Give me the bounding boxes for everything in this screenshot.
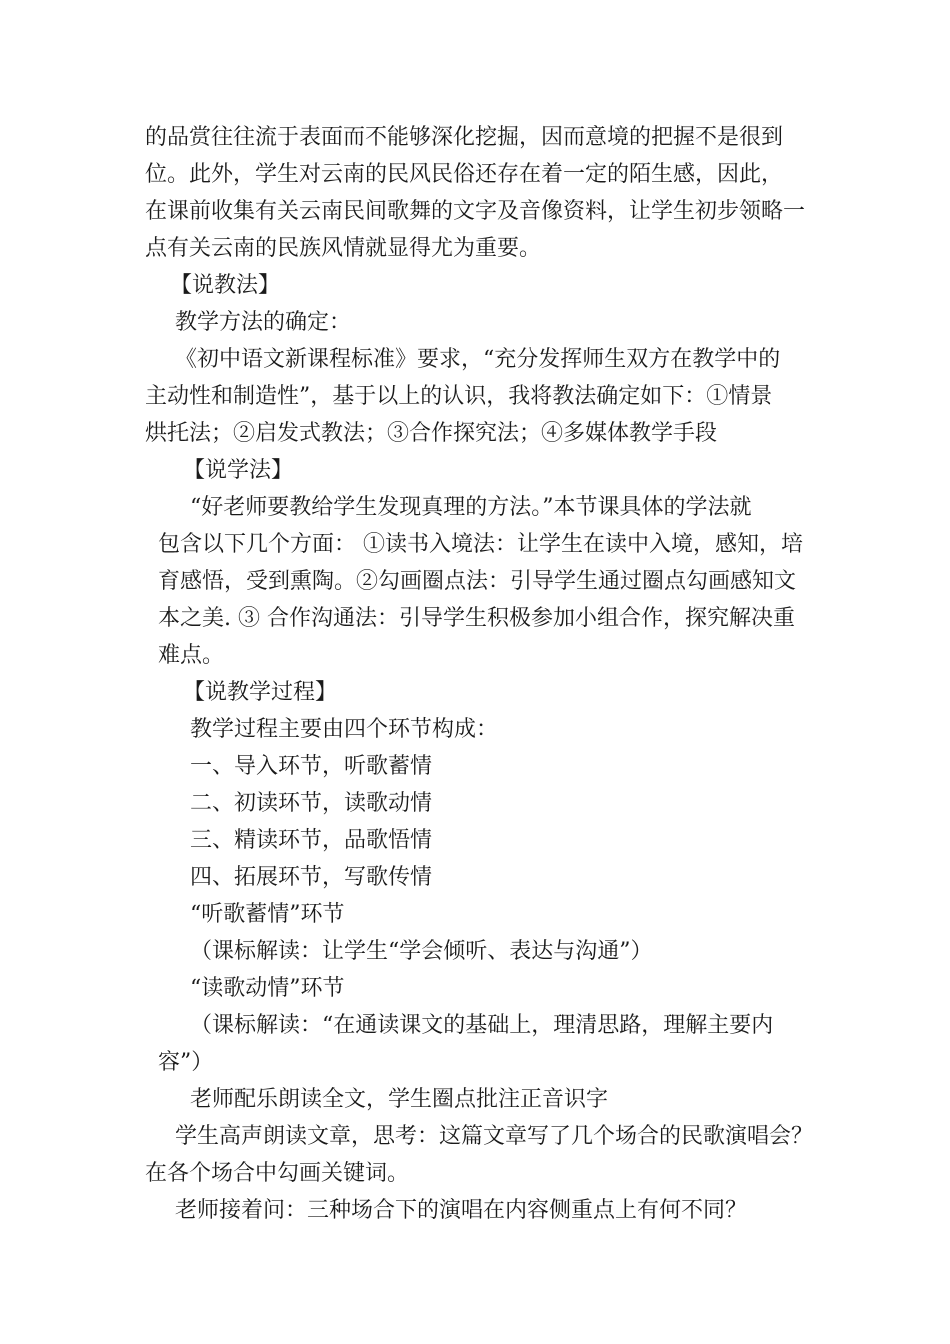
text-line: 老师接着问：三种场合下的演唱在内容侧重点上有何不同？: [175, 1198, 748, 1223]
text-line: 《初中语文新课程标准》要求，“充分发挥师生双方在教学中的: [175, 347, 781, 372]
text-line: 难点。: [158, 643, 225, 668]
text-line: 学生高声朗读文章，思考：这篇文章写了几个场合的民歌演唱会？: [175, 1124, 814, 1149]
text-line: 老师配乐朗读全文，学生圈点批注正音识字: [190, 1087, 609, 1112]
text-line: 在各个场合中勾画关键词。: [145, 1161, 410, 1186]
text-line: “听歌蓄情”环节: [190, 902, 345, 927]
text-line: 的品赏往往流于表面而不能够深化挖掘，因而意境的把握不是很到: [145, 125, 784, 150]
text-line: “好老师要教给学生发现真理的方法。”本节课具体的学法就: [190, 495, 752, 520]
section-heading: 【说教学过程】: [183, 680, 338, 705]
text-line: 本之美. ③ 合作沟通法：引导学生积极参加小组合作，探究解决重: [158, 606, 795, 631]
text-line: 教学过程主要由四个环节构成：: [190, 717, 499, 742]
text-line: 在课前收集有关云南民间歌舞的文字及音像资料，让学生初步领略一: [145, 199, 806, 224]
text-line: 烘托法；②启发式教法；③合作探究法；④多媒体教学手段: [145, 421, 718, 446]
text-line: 主动性和制造性”，基于以上的认识，我将教法确定如下：①情景: [145, 384, 773, 409]
list-item: 二、初读环节，读歌动情: [190, 791, 433, 816]
text-line: 容”）: [158, 1050, 214, 1075]
text-line: 点有关云南的民族风情就显得尤为重要。: [145, 236, 542, 261]
text-line: 位。此外，学生对云南的民风民俗还存在着一定的陌生感，因此，: [145, 162, 784, 187]
text-line: “读歌动情”环节: [190, 976, 345, 1001]
list-item: 一、导入环节，听歌蓄情: [190, 754, 433, 779]
section-heading: 【说教法】: [170, 273, 281, 298]
text-line: 育感悟，受到熏陶。②勾画圈点法：引导学生通过圈点勾画感知文: [158, 569, 797, 594]
list-item: 四、拓展环节，写歌传情: [190, 865, 433, 890]
text-line: 教学方法的确定：: [175, 310, 352, 335]
text-line: （课标解读：“在通读课文的基础上，理清思路，理解主要内: [190, 1013, 774, 1038]
list-item: 三、精读环节，品歌悟情: [190, 828, 433, 853]
text-line: （课标解读：让学生“学会倾听、表达与沟通”）: [190, 939, 653, 964]
section-heading: 【说学法】: [183, 458, 294, 483]
text-line: 包含以下几个方面： ①读书入境法：让学生在读中入境，感知，培: [158, 532, 803, 557]
